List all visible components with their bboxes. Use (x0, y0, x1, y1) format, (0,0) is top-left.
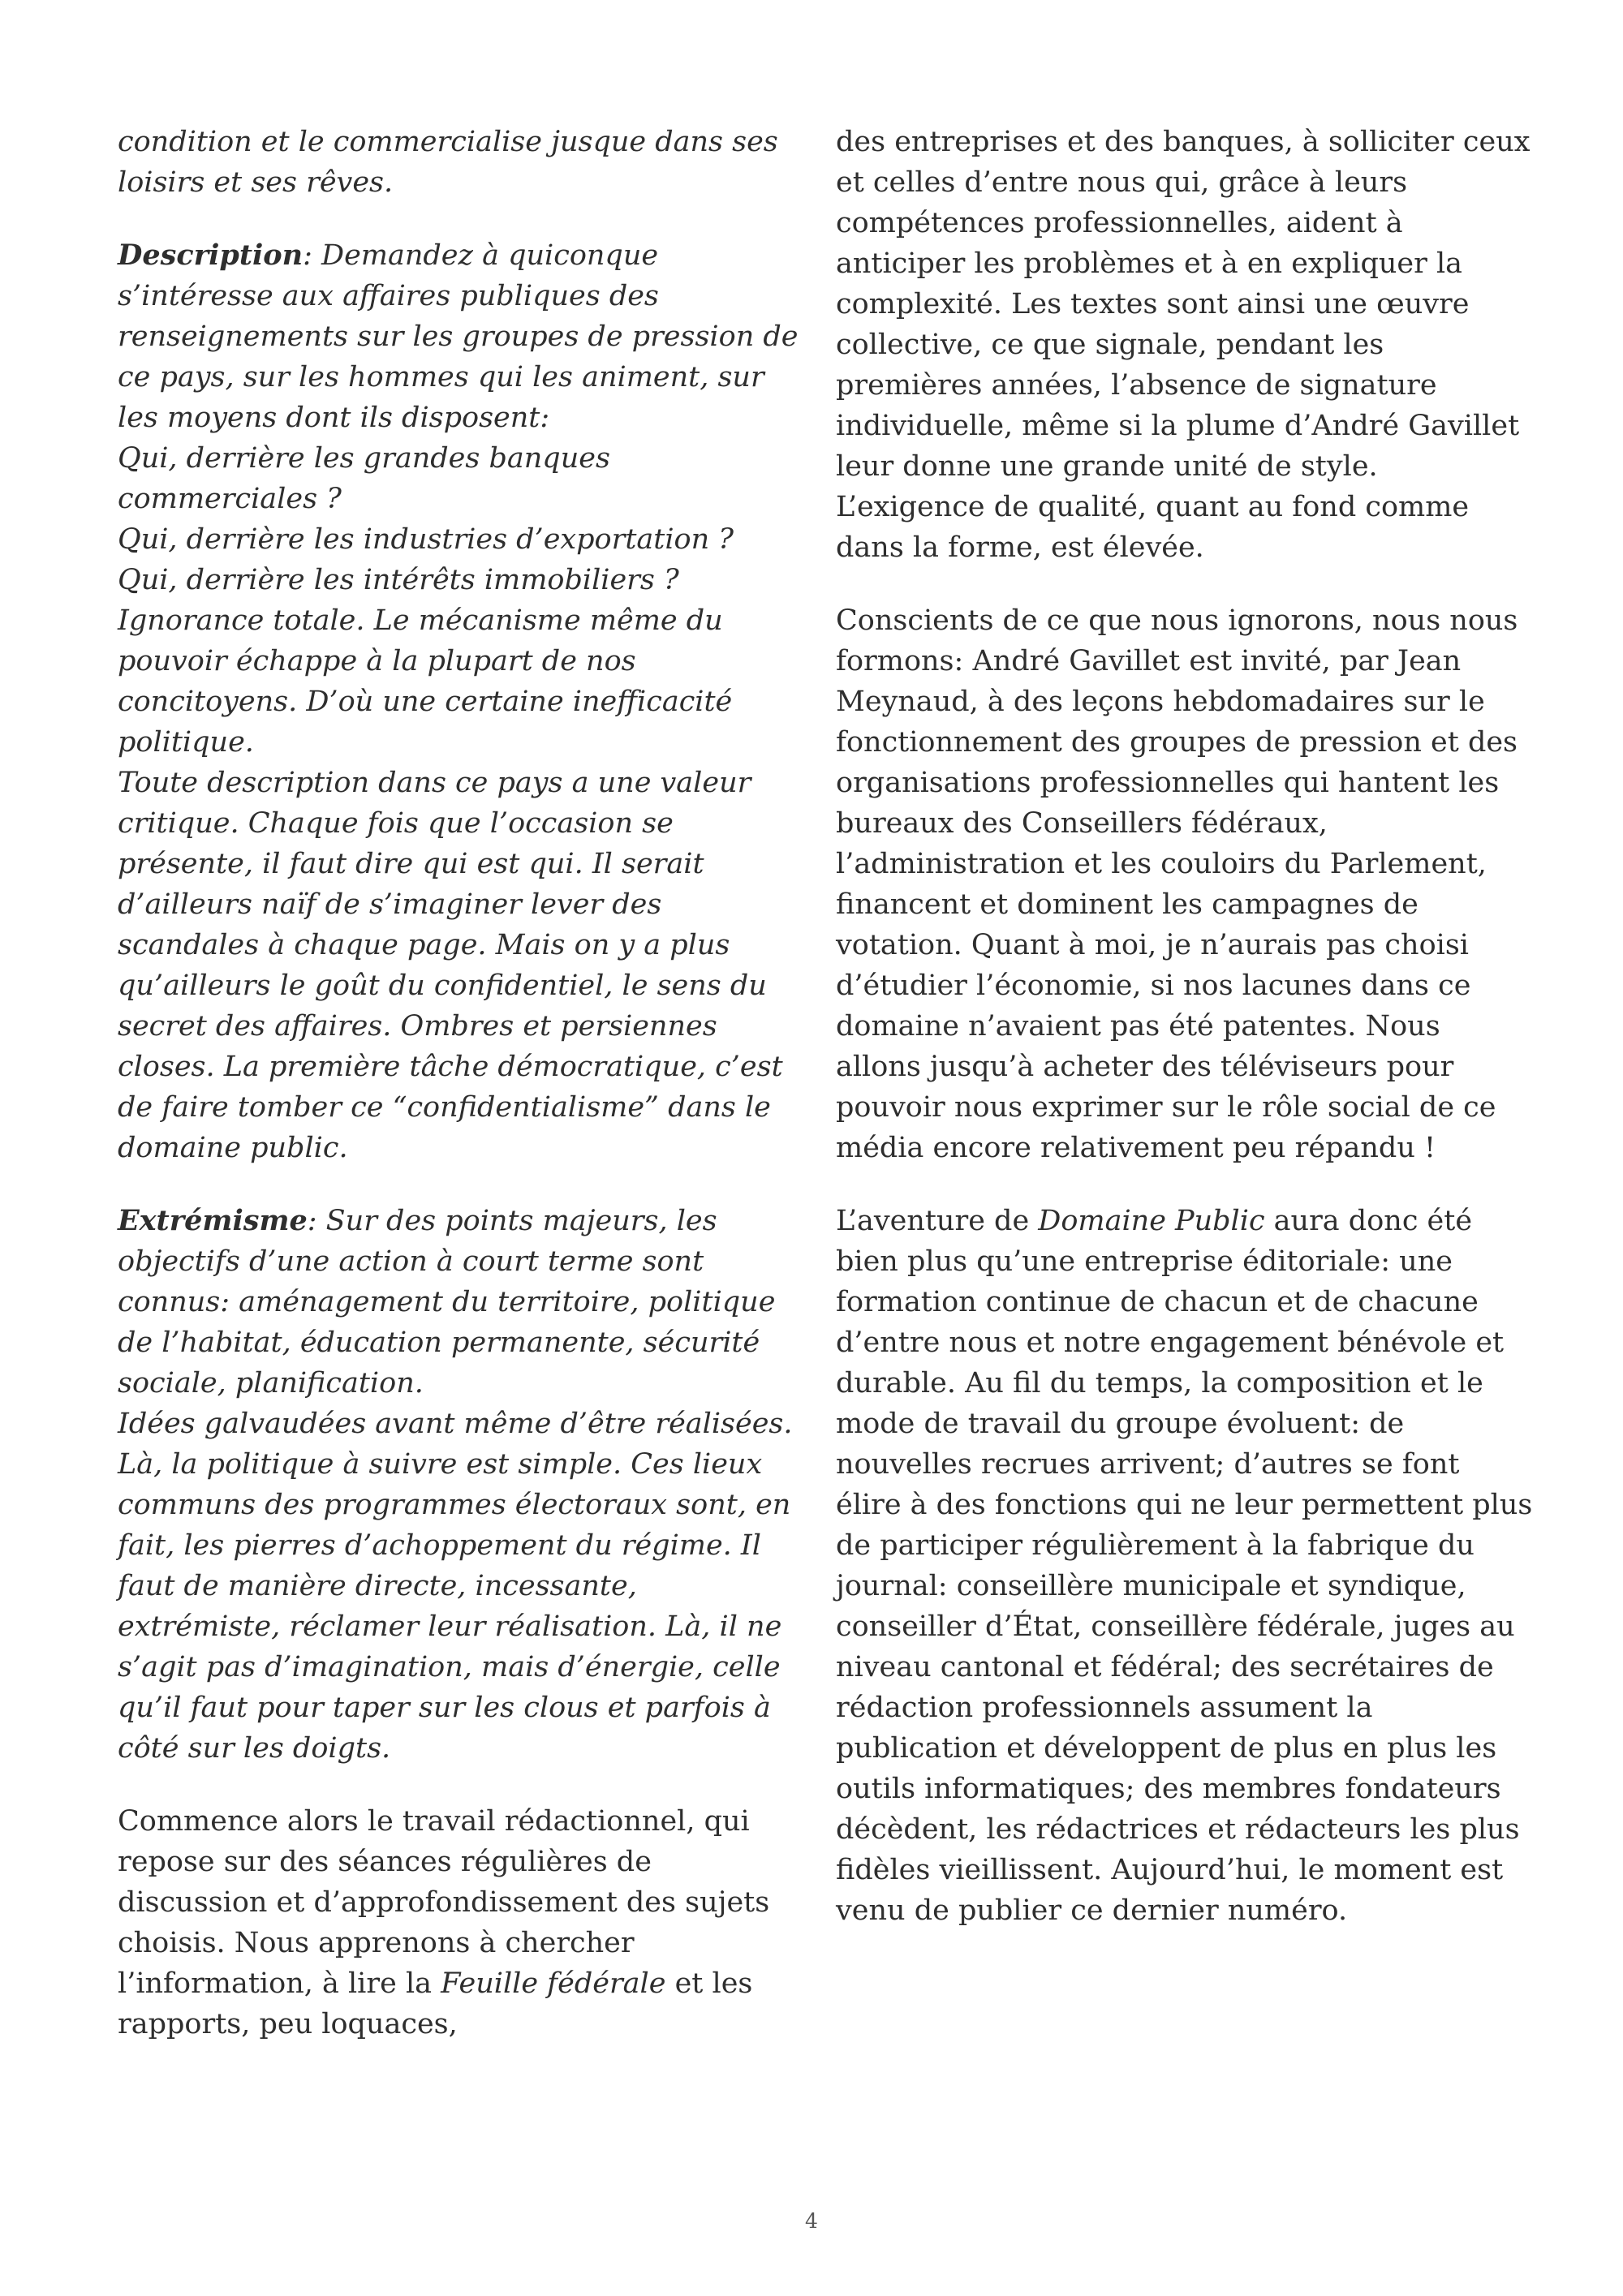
page-number: 4 (805, 2209, 818, 2233)
extremisme-line-1 (118, 1201, 799, 1404)
left-column (118, 122, 799, 2077)
intro-continuation: condition et le commercialise jusque dans ses loisirs et ses rêves. (118, 126, 778, 199)
description-line-1 (118, 235, 799, 438)
extremisme-text-1: : Sur des points majeurs, les objectifs d’une action à court terme sont connus: aménagement du territoire, politique de l’habitat, éducation permanente, sécurité sociale, planification. (118, 1205, 776, 1400)
aventure-text-before: L’aventure de (836, 1205, 1039, 1237)
right-paragraph-3 (836, 1201, 1534, 1931)
description-line-5: Ignorance totale. Le mécanisme même du pouvoir échappe à la plupart de nos concitoyens. D’où une certaine inefficacité politique. (118, 604, 733, 759)
extremisme-term: Extrémisme (118, 1204, 308, 1237)
travail-paragraph (118, 1801, 799, 2044)
extremisme-line-2: Idées galvaudées avant même d’être réalisées. Là, la politique à suivre est simple. Ces lieux communs des programmes électoraux sont, en fait, les pierres d’achoppement du régime. Il faut de manière directe, incessante, extrémiste, réclamer leur réalisation. Là, il ne s’agit pas d’imagination, mais d’énergie, celle qu’il faut pour taper sur les clous et parfois à côté sur les doigts. (118, 1408, 793, 1765)
description-term: Description (118, 239, 304, 272)
domaine-public-title: Domaine Public (1038, 1205, 1265, 1237)
right-paragraph-1: des entreprises et des banques, à solliciter ceux et celles d’entre nous qui, grâce à leurs compétences professionnelles, aident à anticiper les problèmes et à en expliquer la complexité. Les textes sont ainsi une œuvre collective, ce que signale, pendant les premières années, l’absence de signature individuelle, même si la plume d’André Gavillet leur donne une grande unité de style. L’exigence de qualité, quant au fond comme dans la forme, est élevée. (836, 126, 1530, 564)
description-section (118, 235, 799, 1168)
description-line-2: Qui, derrière les grandes banques commerciales ? (118, 442, 610, 515)
feuille-federale-title: Feuille fédérale (441, 1967, 666, 2000)
description-line-4: Qui, derrière les intérêts immobiliers ? (118, 564, 679, 596)
aventure-text-after: aura donc été bien plus qu’une entreprise éditoriale: une formation continue de chacun et de chacune d’entre nous et notre engagement bénévole et durable. Au fil du temps, la composition et le mode de travail du groupe évoluent: de nouvelles recrues arrivent; d’autres se font élire à des fonctions qui ne leur permettent plus de participer régulièrement à la fabrique du journal: conseillère municipale et syndique, conseiller d’État, conseillère fédérale, juges au niveau cantonal et fédéral; des secrétaires de rédaction professionnels assument la publication et développent de plus en plus les outils informatiques; des membres fondateurs décèdent, les rédactrices et rédacteurs les plus fidèles vieillissent. Aujourd’hui, le moment est venu de publier ce dernier numéro. (836, 1205, 1533, 1927)
travail-text-before: Commence alors le travail rédactionnel, qui repose sur des séances régulières de discussion et d’approfondissement des sujets choisis. Nous apprenons à chercher l’information, à lire la (118, 1805, 770, 2000)
extremisme-section (118, 1201, 799, 1769)
right-paragraph-2: Conscients de ce que nous ignorons, nous nous formons: André Gavillet est invité, par Jean Meynaud, à des leçons hebdomadaires sur le fonctionnement des groupes de pression et des organisations professionnelles qui hantent les bureaux des Conseillers fédéraux, l’administration et les couloirs du Parlement, financent et dominent les campagnes de votation. Quant à moi, je n’aurais pas choisi d’étudier l’économie, si nos lacunes dans ce domaine n’avaient pas été patentes. Nous allons jusqu’à acheter des téléviseurs pour pouvoir nous exprimer sur le rôle social de ce média encore relativement peu répandu ! (836, 604, 1518, 1164)
description-line-3: Qui, derrière les industries d’exportation ? (118, 523, 734, 556)
description-text-1: : Demandez à quiconque s’intéresse aux affaires publiques des renseignements sur les groupes de pression de ce pays, sur les hommes qui les animent, sur les moyens dont ils disposent: (118, 239, 799, 434)
travail-text-after: et les rapports, peu loquaces, (118, 1967, 753, 2040)
description-line-6: Toute description dans ce pays a une valeur critique. Chaque fois que l’occasion se présente, il faut dire qui est qui. Il serait d’ailleurs naïf de s’imaginer lever des scandales à chaque page. Mais on y a plus qu’ailleurs le goût du confidentiel, le sens du secret des affaires. Ombres et persiennes closes. La première tâche démocratique, c’est de faire tomber ce “confidentialisme” dans le domaine public. (118, 767, 783, 1164)
right-column (836, 122, 1534, 1963)
